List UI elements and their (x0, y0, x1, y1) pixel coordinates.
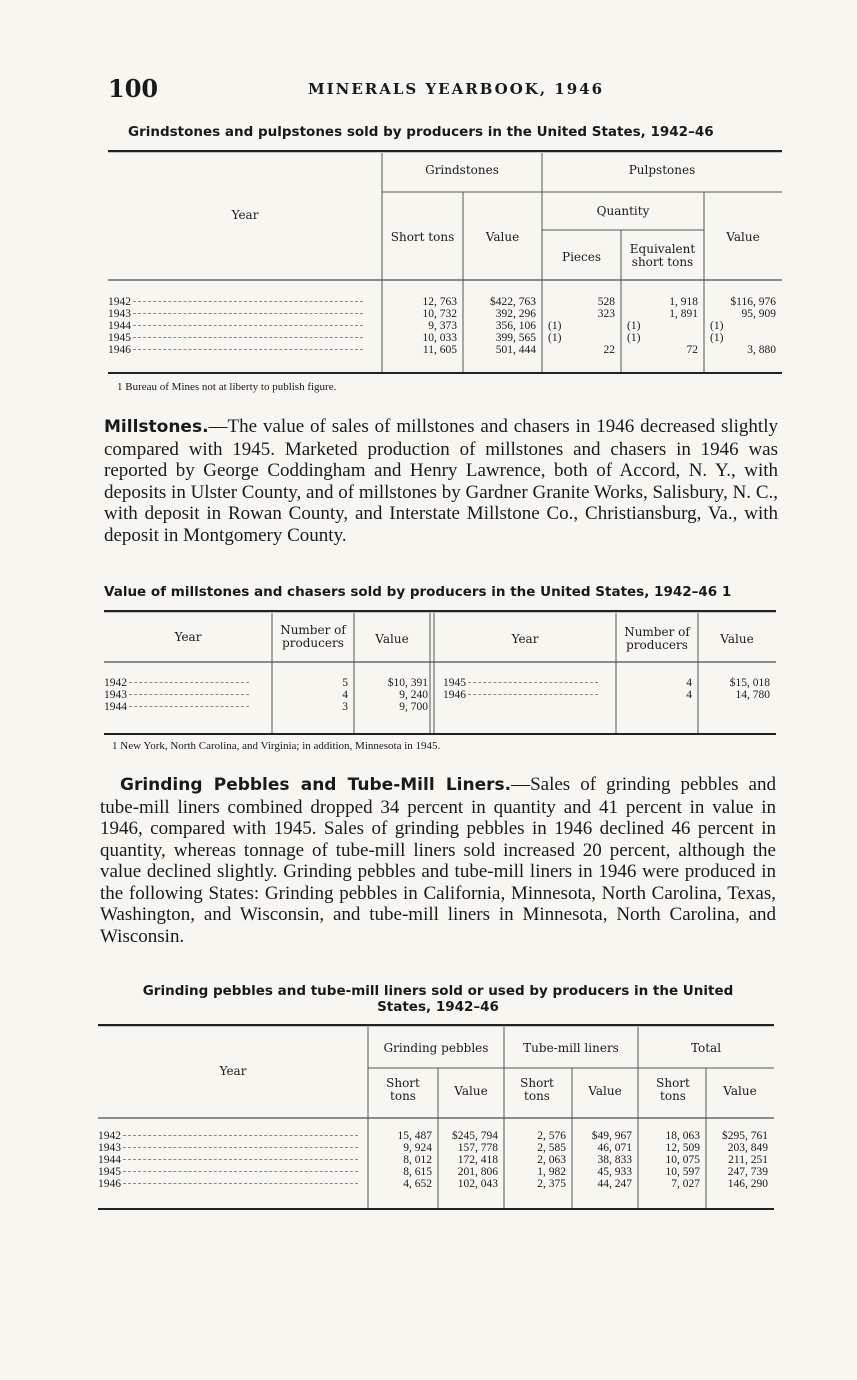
table1-footnote: 1 Bureau of Mines not at liberty to publish figure. (117, 381, 337, 393)
table2-header-producers-right: Number of producers (624, 625, 690, 652)
cell: 157, 778 (457, 1142, 498, 1155)
cell: 2, 063 (537, 1154, 566, 1167)
year-cell: 1942 (104, 677, 127, 689)
cell: 12, 763 (422, 296, 457, 308)
table1-header-pulp-value: Value (726, 230, 760, 244)
cell: 1, 891 (669, 308, 698, 321)
cell: $49, 967 (591, 1130, 632, 1142)
cell: 10, 732 (422, 308, 457, 321)
table2-header-year-right: Year (511, 632, 539, 646)
cell: 1, 918 (669, 296, 698, 308)
table-row (104, 677, 434, 689)
cell: (1) (710, 332, 724, 345)
cell: 18, 063 (665, 1130, 700, 1142)
table1-header-pieces: Pieces (562, 250, 601, 264)
table3-header-liners-short-tons: Short tons (520, 1076, 554, 1103)
table3-body (98, 1130, 774, 1190)
table1-header-value: Value (485, 230, 520, 244)
table2-header-year-left: Year (174, 630, 202, 644)
year-cell: 1946 (443, 689, 466, 702)
cell: $15, 018 (729, 677, 770, 689)
book-title: MINERALS YEARBOOK, 1946 (308, 80, 605, 98)
table1-header-year: Year (231, 208, 259, 222)
cell: 8, 012 (403, 1154, 432, 1167)
cell: 9, 700 (399, 701, 428, 714)
cell: 44, 247 (597, 1178, 632, 1191)
table2-caption: Value of millstones and chasers sold by producers in the United States, 1942–46 1 (104, 584, 732, 600)
pebbles-text: —Sales of grinding pebbles and tube-mill liners combined dropped 34 percent in quantity and 41 percent in value in 1946, compared with 1945. Sales of grinding pebbles in 1946 declined 46 percent in quantity, whereas tonnage of tube-mill liners sold increased 20 percent, although the value declined slightly. Grinding pebbles and tube-mill liners in 1946 were produced in the following States: Grinding pebbles in California, Minnesota, North Carolina, Texas, Washington, and Wisconsin, and tube-mill liners in Minnesota, North Carolina, and Wisconsin. (100, 774, 776, 947)
cell: 172, 418 (457, 1154, 498, 1167)
millstones-lead: Millstones. (104, 417, 209, 437)
cell: 11, 605 (422, 344, 457, 357)
cell: 10, 033 (422, 332, 457, 345)
cell: 392, 296 (495, 308, 536, 321)
table3-header-pebbles-short-tons: Short tons (386, 1076, 420, 1103)
table-row (108, 320, 782, 332)
table1-header-grindstones: Grindstones (425, 163, 499, 177)
cell: $10, 391 (387, 677, 428, 689)
cell: (1) (548, 332, 562, 345)
table1-body (108, 296, 782, 356)
cell: 2, 585 (537, 1142, 566, 1155)
table3-header-total-short-tons: Short tons (656, 1076, 690, 1103)
page-number: 100 (108, 74, 159, 103)
cell: 46, 071 (597, 1142, 632, 1155)
cell: 501, 444 (495, 344, 536, 357)
year-cell: 1945 (98, 1166, 121, 1179)
cell: 2, 375 (537, 1178, 566, 1191)
cell: 4 (686, 689, 692, 702)
year-cell: 1944 (98, 1154, 121, 1167)
table2-footnote: 1 New York, North Carolina, and Virginia; in addition, Minnesota in 1945. (112, 740, 441, 752)
running-head (108, 74, 778, 104)
cell: 146, 290 (727, 1178, 768, 1191)
cell: 323 (597, 308, 615, 321)
cell: $245, 794 (452, 1130, 498, 1142)
year-cell: 1945 (108, 332, 131, 345)
table3-header-pebbles-value: Value (454, 1084, 488, 1098)
cell: 356, 106 (495, 320, 536, 333)
table1-header-equivalent: Equivalent short tons (629, 242, 696, 269)
table1-header-quantity: Quantity (596, 204, 650, 218)
cell: 8, 615 (403, 1166, 432, 1179)
pebbles-paragraph (100, 774, 776, 947)
cell: 95, 909 (741, 308, 776, 321)
year-cell: 1946 (98, 1178, 121, 1191)
cell: 2, 576 (537, 1130, 566, 1142)
table-row (98, 1166, 774, 1178)
cell: 72 (686, 344, 698, 357)
cell: 9, 924 (403, 1142, 432, 1155)
cell: (1) (548, 320, 562, 333)
table3-header-year: Year (219, 1064, 247, 1078)
table3-header-tube-mill-liners: Tube-mill liners (523, 1041, 619, 1055)
table2-body-right (443, 677, 776, 701)
table3-header-total-value: Value (723, 1084, 757, 1098)
cell: 10, 597 (665, 1166, 700, 1179)
year-cell: 1944 (104, 701, 127, 714)
cell: (1) (710, 320, 724, 333)
year-cell: 1945 (443, 677, 466, 689)
cell: 7, 027 (671, 1178, 700, 1191)
year-cell: 1942 (98, 1130, 121, 1142)
table-row (108, 296, 782, 308)
table-row (108, 308, 782, 320)
table-row (98, 1130, 774, 1142)
year-cell: 1944 (108, 320, 131, 333)
cell: 201, 806 (457, 1166, 498, 1179)
table1-header-pulpstones: Pulpstones (628, 163, 696, 177)
cell: 1, 982 (537, 1166, 566, 1179)
cell: (1) (627, 332, 641, 345)
year-cell: 1942 (108, 296, 131, 308)
millstones-paragraph (104, 416, 778, 546)
table3-header-liners-value: Value (588, 1084, 622, 1098)
table-row (98, 1154, 774, 1166)
millstones-text: —The value of sales of millstones and chasers in 1946 decreased slightly compared with 1945. Marketed production of millstones and chasers in 1946 was reported by George Coddingham and Henry Lawrence, both of Accord, N. Y., with deposits in Ulster County, and of millstones by Gardner Granite Works, Salisbury, N. C., with deposit in Rowan County, and Interstate Millstone Co., Christiansburg, Va., with deposit in Montgomery County. (104, 416, 778, 546)
cell: 45, 933 (597, 1166, 632, 1179)
year-cell: 1943 (108, 308, 131, 321)
cell: 10, 075 (665, 1154, 700, 1167)
cell: 15, 487 (397, 1130, 432, 1142)
table-row (104, 701, 434, 713)
cell: 528 (597, 296, 615, 308)
year-cell: 1946 (108, 344, 131, 357)
table2-header-value-right: Value (720, 632, 754, 646)
table1-header-short-tons: Short tons (390, 230, 455, 244)
year-cell: 1943 (98, 1142, 121, 1155)
table-row (108, 344, 782, 356)
table-row (98, 1178, 774, 1190)
table-row (443, 689, 776, 701)
cell: (1) (627, 320, 641, 333)
table3-caption-line2: States, 1942–46 (377, 999, 499, 1015)
cell: 211, 251 (728, 1154, 768, 1167)
table3-caption (100, 983, 776, 1015)
table2-header-value-left: Value (375, 632, 409, 646)
table2-body-left (104, 677, 434, 713)
cell: 3, 880 (747, 344, 776, 357)
cell: 12, 509 (665, 1142, 700, 1155)
cell: $116, 976 (730, 296, 776, 308)
cell: 3 (342, 701, 348, 714)
cell: 14, 780 (735, 689, 770, 702)
cell: 102, 043 (457, 1178, 498, 1191)
cell: 4 (342, 689, 348, 702)
table1-caption: Grindstones and pulpstones sold by producers in the United States, 1942–46 (128, 124, 714, 140)
table2-header-producers-left: Number of producers (280, 623, 346, 650)
cell: $422, 763 (490, 296, 536, 308)
cell: 203, 849 (727, 1142, 768, 1155)
table-row (104, 689, 434, 701)
cell: 4 (686, 677, 692, 689)
table-row (443, 677, 776, 689)
cell: 9, 240 (399, 689, 428, 702)
table3-header-total: Total (690, 1041, 722, 1055)
cell: 22 (603, 344, 615, 357)
cell: 247, 739 (727, 1166, 768, 1179)
cell: 399, 565 (495, 332, 536, 345)
table-row (98, 1142, 774, 1154)
table3-caption-line1: Grinding pebbles and tube-mill liners sold or used by producers in the United (142, 983, 734, 999)
cell: 9, 373 (428, 320, 457, 333)
cell: $295, 761 (722, 1130, 768, 1142)
year-cell: 1943 (104, 689, 127, 702)
table-row (108, 332, 782, 344)
table3-header-grinding-pebbles: Grinding pebbles (383, 1041, 489, 1055)
cell: 38, 833 (597, 1154, 632, 1167)
cell: 4, 652 (403, 1178, 432, 1191)
cell: 5 (342, 677, 348, 689)
pebbles-lead: Grinding Pebbles and Tube-Mill Liners. (120, 775, 512, 795)
